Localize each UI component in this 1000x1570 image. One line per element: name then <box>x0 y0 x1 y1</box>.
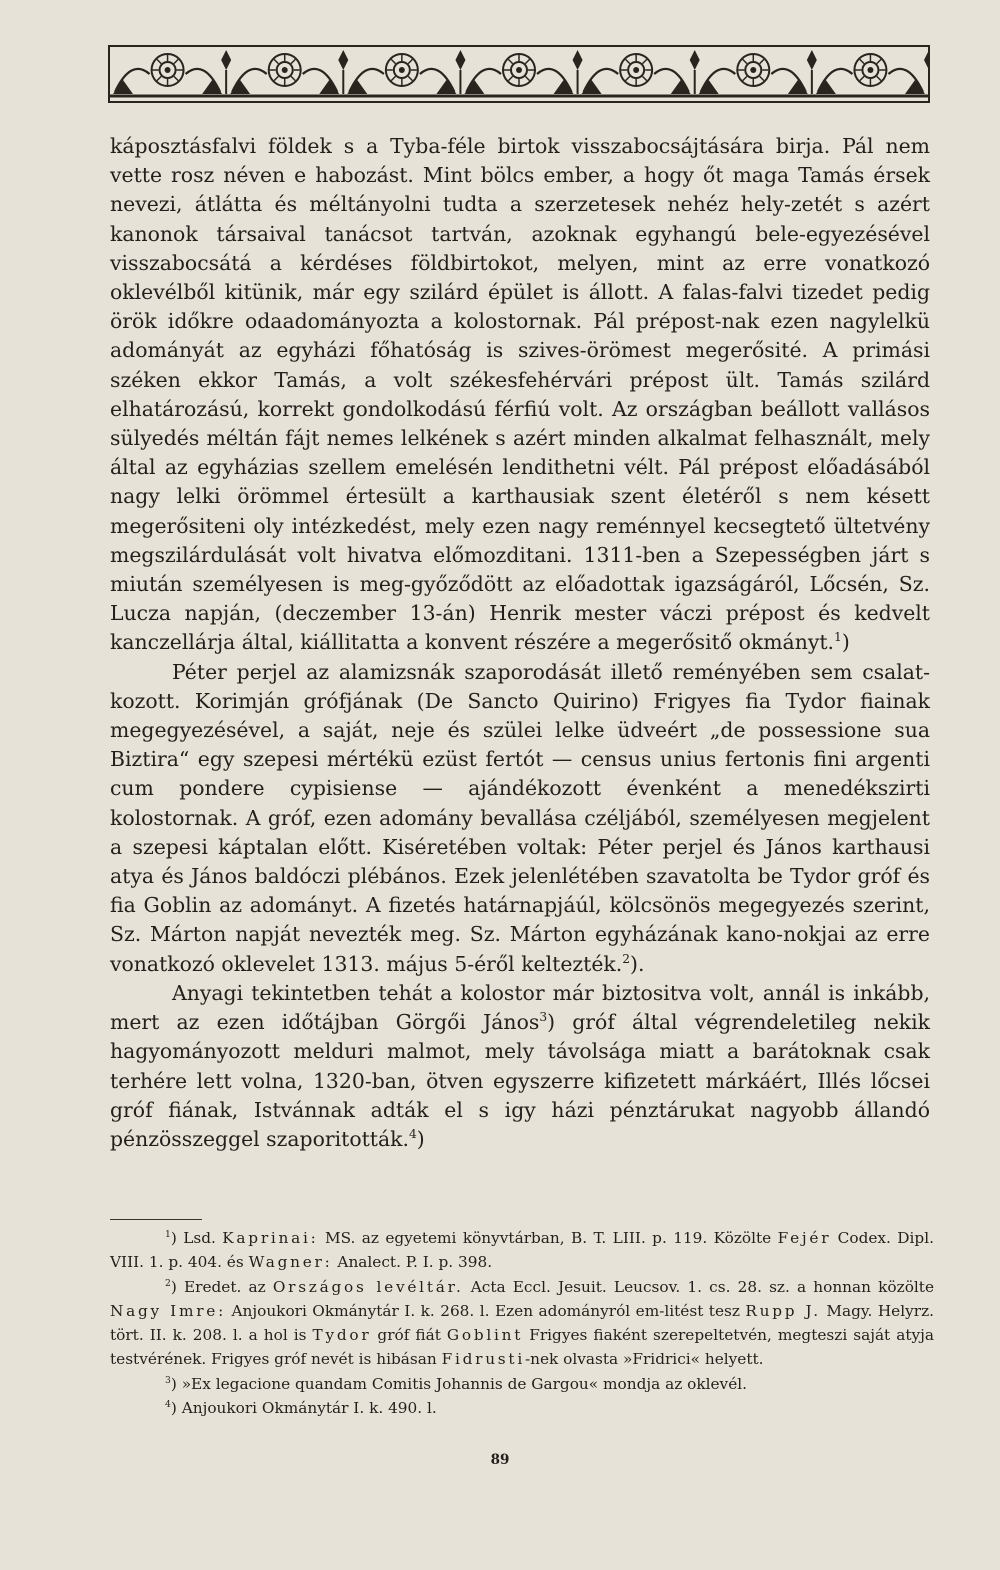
footnote-ref-4[interactable]: 4 <box>409 1127 417 1142</box>
footnote-3: $^3$) »Ex legacione quandam Comitis Johannis de Gargou« mondja az oklevél. <box>165 1374 748 1393</box>
page-number: 89 <box>490 1452 510 1468</box>
footnotes <box>110 1226 934 1420</box>
footnote-2: $^2$) Eredet. az Országos levéltár. Acta Eccl. Jesuit. Leucsov. 1. cs. 28. sz. a honnan közölte Nagy Imre: Anjoukori Okmánytár I. k. 268. l. Ezen adományról em-litést tesz Rupp J. Magy. Helyrz. tört. II. k. 208. l. a hol is Tydor gróf fiát Goblint Frigyes fiaként szerepeltetvén, megteszi saját atyja testvérének. Frigyes gróf nevét is hibásan Fidrusti-nek olvasta »Fridrici« helyett. <box>110 1277 934 1369</box>
ornament-tile <box>230 50 348 94</box>
paragraph-1: káposztásfalvi földek s a Tyba-féle birtok visszabocsájtására birja. Pál nem vette rosz néven e habozást. Mint bölcs ember, a hogy őt maga Tamás érsek nevezi, átlátta és méltányolni tudta a szerzetesek nehéz hely-zetét s azért kanonok társaival tanácsot tartván, azoknak egyhangú bele-egyezésével visszabocsátá a kérdéses földbirtokot, melyen, mint az erre vonatkozó oklevélből kitünik, már egy szilárd épület is állott. A falas-falvi tizedet pedig örök időkre odaadományozta a kolostornak. Pál prépost-nak ezen nagylelkü adományát az egyházi főhatóság is szives-örömest megerősité. A primási széken ekkor Tamás, a volt székesfehérvári prépost ült. Tamás szilárd elhatározású, korrekt gondolkodású férfiú volt. Az országban beállott vallásos sülyedés méltán fájt nemes lelkének s azért minden alkalmat felhasznált, mely által az egyházias szellem emelésén lendithetni vélt. Pál prépost előadásából nagy lelki örömmel értesült a karthausiak szent életéről s nem késett megerősiteni oly intézkedést, mely ezen nagy reménnyel kecsegtető ültetvény megszilárdulását volt hivatva előmozditani. 1311-ben a Szepességben járt s miután személyesen is meg-győződött az előadottak igazságáról, Lőcsén, Sz. Lucza napján, (deczember 13-án) Henrik mester váczi prépost és kedvelt kanczellárja által, kiállitatta a konvent részére a megerősitő okmányt.$^1$) <box>110 134 930 655</box>
footnote-ref-3[interactable]: 3 <box>539 1010 548 1025</box>
footnote-4: $^4$) Anjoukori Okmánytár I. k. 490. l. <box>165 1398 437 1418</box>
ornament-tiles <box>109 46 930 102</box>
footnote-ref-1[interactable]: 1 <box>834 630 842 645</box>
ornament-tile <box>347 50 465 94</box>
ornament-tile <box>816 50 930 94</box>
ornament-tile <box>699 50 817 94</box>
ornament-tile <box>464 50 582 94</box>
footnote-separator <box>110 1219 202 1220</box>
ornament-tile <box>113 50 231 94</box>
footnote-ref-2[interactable]: 2 <box>622 951 631 966</box>
paragraph-3: Anyagi tekintetben tehát a kolostor már biztositva volt, annál is inkább, mert az ezen időtájban Görgői János$^3$) gróf által végrendeletileg nekik hagyományozott melduri malmot, mely távolsága miatt a barátoknak csak terhére lett volna, 1320-ban, ötven egyszerre kifizetett márkáért, Illés lőcsei gróf fiának, Istvánnak adták el s igy házi pénztárukat nagyobb állandó pénzösszeggel szaporitották.$^4$) <box>110 980 930 1151</box>
paragraph-2: Péter perjel az alamizsnák szaporodását illető reményében sem csalat-kozott. Korimján grófjának (De Sancto Quirino) Frigyes fia Tydor fiainak megegyezésével, a saját, neje és szülei lelke üdveért „de possessione sua Biztira“ egy szepesi mértékü ezüst fertót — census unius fertonis fini argenti cum pondere cypisiense — ajándékozott évenként a menedékszirti kolostornak. A gróf, ezen adomány bevallása czéljából, személyesen megjelent a szepesi káptalan előtt. Kiséretében voltak: Péter perjel és János karthausi atya és János baldóczi plébános. Ezek jelenlétében szavatolta be Tydor gróf és fia Goblin az adományt. A fizetés határnapjáúl, kölcsönös megegyezés szerint, Sz. Márton napját nevezték meg. Sz. Márton egyházának kano-nokjai az erre vonatkozó oklevelet 1313. május 5-éről keltezték.$^2$). <box>110 659 930 976</box>
ornamental-header-band <box>108 44 930 104</box>
footnote-1: $^1$) Lsd. Kaprinai: MS. az egyetemi könyvtárban, B. T. LIII. p. 119. Közölte Fejér Codex. Dipl. VIII. 1. p. 404. és Wagner: Analect. P. I. p. 398. <box>110 1228 934 1272</box>
main-text <box>110 132 930 1154</box>
ornament-tile <box>582 50 700 94</box>
